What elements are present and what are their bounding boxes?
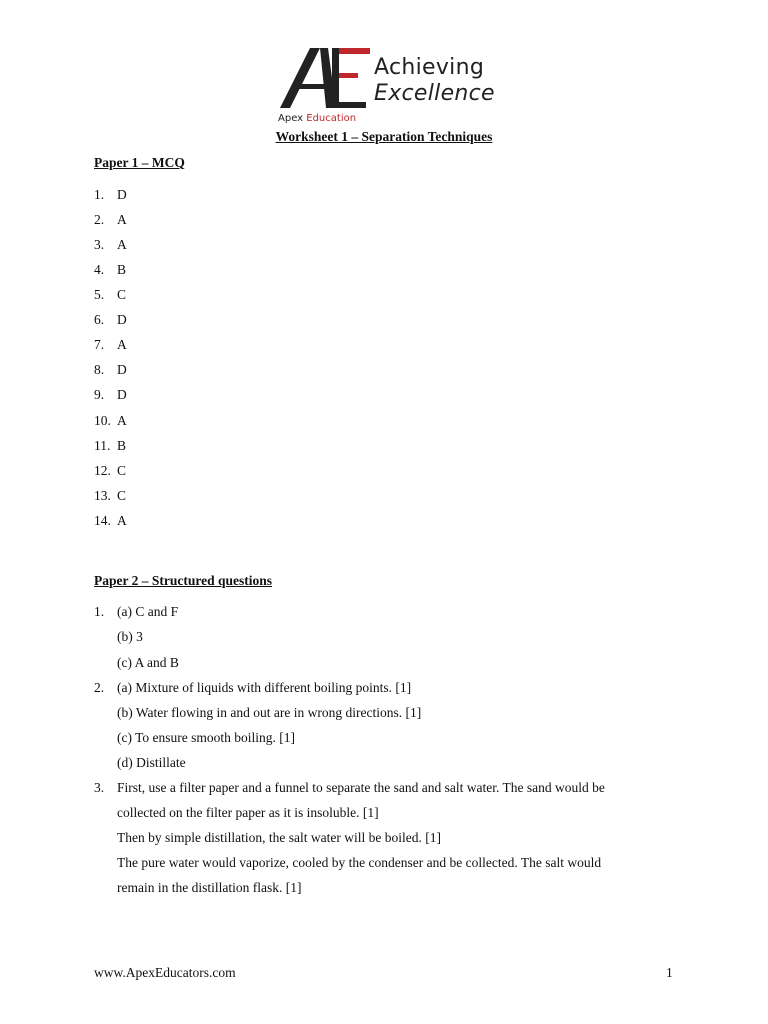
answer-text: (a) Mixture of liquids with different boiling points. [1]: [117, 680, 412, 695]
answer-letter: D: [117, 387, 127, 402]
answer-text: (b) 3: [117, 629, 143, 644]
apex-education-logo: [276, 46, 506, 126]
answer-letter: A: [117, 513, 127, 528]
logo-brand-education: Education: [306, 113, 357, 124]
question-number: 1.: [94, 604, 105, 619]
question-number: 3.: [94, 237, 105, 252]
question-number: 7.: [94, 337, 105, 352]
logo-brand-name: [278, 113, 356, 124]
question-number: 2.: [94, 680, 105, 695]
answer-letter: A: [117, 337, 127, 352]
answer-text: Then by simple distillation, the salt water will be boiled. [1]: [117, 830, 441, 845]
answer-text: collected on the filter paper as it is insoluble. [1]: [117, 805, 379, 820]
question-number: 6.: [94, 312, 105, 327]
answer-letter: D: [117, 362, 127, 377]
paper1-heading: Paper 1 – MCQ: [94, 155, 185, 170]
logo-tagline-line2: Excellence: [374, 81, 495, 106]
answer-text: (c) To ensure smooth boiling. [1]: [117, 730, 296, 745]
answer-letter: D: [117, 312, 127, 327]
question-number: 14.: [94, 513, 111, 528]
answer-text: (c) A and B: [117, 655, 179, 670]
answer-letter: C: [117, 287, 127, 302]
answer-letter: B: [117, 262, 127, 277]
answer-text: remain in the distillation flask. [1]: [117, 880, 302, 895]
question-number: 12.: [94, 463, 111, 478]
answer-letter: A: [117, 212, 127, 227]
answer-letter: A: [117, 237, 127, 252]
answer-text: The pure water would vaporize, cooled by the condenser and be collected. The salt would: [117, 855, 602, 870]
answer-text: First, use a filter paper and a funnel to separate the sand and salt water. The sand would be: [117, 780, 605, 795]
question-number: 13.: [94, 488, 111, 503]
answer-letter: C: [117, 463, 127, 478]
page-number: 1: [666, 965, 673, 980]
worksheet-title: Worksheet 1 – Separation Techniques: [275, 129, 493, 144]
answer-letter: B: [117, 438, 127, 453]
question-number: 10.: [94, 413, 111, 428]
question-number: 9.: [94, 387, 105, 402]
footer-website: www.ApexEducators.com: [94, 965, 236, 980]
question-number: 11.: [94, 438, 111, 453]
answer-text: (b) Water flowing in and out are in wrong directions. [1]: [117, 705, 422, 720]
answer-letter: D: [117, 187, 127, 202]
question-number: 4.: [94, 262, 105, 277]
question-number: 1.: [94, 187, 105, 202]
logo-tagline-line1: Achieving: [374, 55, 485, 80]
answer-letter: C: [117, 488, 127, 503]
question-number: 2.: [94, 212, 105, 227]
question-number: 3.: [94, 780, 105, 795]
answer-text: (d) Distillate: [117, 755, 186, 770]
ae-monogram-icon: [276, 46, 372, 114]
question-number: 8.: [94, 362, 105, 377]
logo-brand-apex: Apex: [278, 113, 307, 124]
answer-letter: A: [117, 413, 127, 428]
answer-text: (a) C and F: [117, 604, 179, 619]
question-number: 5.: [94, 287, 105, 302]
paper2-heading: Paper 2 – Structured questions: [94, 573, 273, 588]
